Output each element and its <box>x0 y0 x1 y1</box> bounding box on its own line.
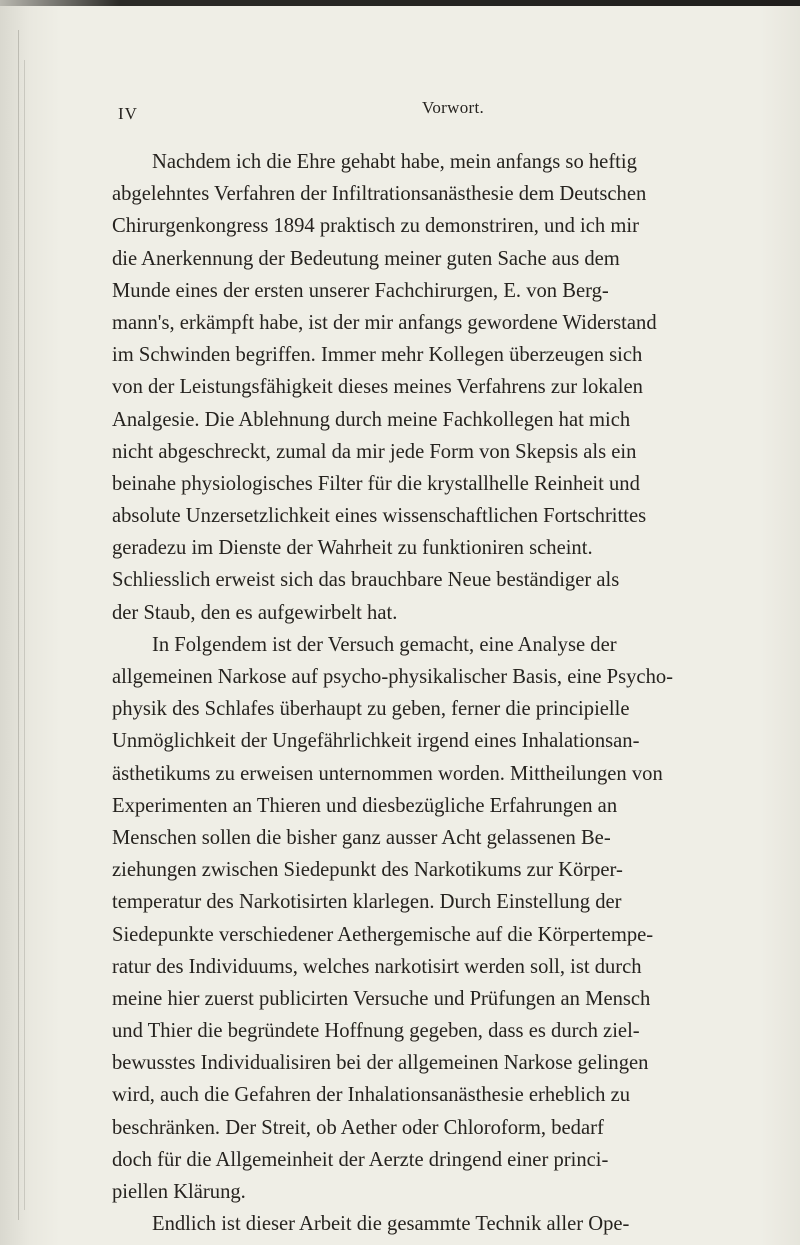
text-line: von der Leistungsfähigkeit dieses meines Verfahrens zur lokalen <box>112 376 643 399</box>
text-line: Munde eines der ersten unserer Fachchirurgen, E. von Berg- <box>112 279 609 302</box>
page-number: IV <box>118 104 138 123</box>
text-line: doch für die Allgemeinheit der Aerzte dringend einer princi- <box>112 1148 609 1171</box>
text-line: wird, auch die Gefahren der Inhalationsanästhesie erheblich zu <box>112 1084 631 1107</box>
text-line: beinahe physiologisches Filter für die krystallhelle Reinheit und <box>112 472 640 495</box>
text-line: Siedepunkte verschiedener Aethergemische auf die Körpertempe- <box>112 923 654 946</box>
text-line: ziehungen zwischen Siedepunkt des Narkotikums zur Körper- <box>112 859 623 882</box>
text-line: Experimenten an Thieren und diesbezügliche Erfahrungen an <box>112 794 618 817</box>
text-line: ratur des Individuums, welches narkotisirt werden soll, ist durch <box>112 955 642 978</box>
text-line: die Anerkennung der Bedeutung meiner guten Sache aus dem <box>112 247 620 270</box>
text-line: temperatur des Narkotisirten klarlegen. Durch Einstellung der <box>112 891 622 914</box>
text-line: der Staub, den es aufgewirbelt hat. <box>112 601 398 624</box>
running-head: Vorwort. <box>422 98 485 117</box>
text-line: allgemeinen Narkose auf psycho-physikalischer Basis, eine Psycho- <box>112 666 674 688</box>
page-gutter-shadow-inner <box>24 60 25 1210</box>
text-line: im Schwinden begriffen. Immer mehr Kollegen überzeugen sich <box>112 344 643 367</box>
text-line: nicht abgeschreckt, zumal da mir jede Form von Skepsis als ein <box>112 440 637 463</box>
text-line: meine hier zuerst publicirten Versuche und Prüfungen an Mensch <box>112 987 651 1010</box>
body-text <box>112 146 800 1240</box>
text-line: Unmöglichkeit der Ungefährlichkeit irgend eines Inhalationsan- <box>112 730 640 753</box>
text-line: und Thier die begründete Hoffnung gegeben, dass es durch ziel- <box>112 1020 640 1043</box>
text-line: absolute Unzersetzlichkeit eines wissenschaftlichen Fortschrittes <box>112 505 647 528</box>
text-line: abgelehntes Verfahren der Infiltrationsanästhesie dem Deutschen <box>112 183 647 206</box>
text-line: Schliesslich erweist sich das brauchbare Neue beständiger als <box>112 569 620 592</box>
text-line: Chirurgenkongress 1894 praktisch zu demonstriren, und ich mir <box>112 215 639 238</box>
text-line: Analgesie. Die Ablehnung durch meine Fachkollegen hat mich <box>112 408 631 431</box>
page-gutter-shadow <box>18 30 19 1220</box>
page-header <box>0 98 800 124</box>
text-line: In Folgendem ist der Versuch gemacht, eine Analyse der <box>152 633 617 656</box>
text-line: Endlich ist dieser Arbeit die gesammte Technik aller Ope- <box>152 1213 630 1236</box>
text-line: geradezu im Dienste der Wahrheit zu funktioniren scheint. <box>112 537 593 560</box>
text-line: physik des Schlafes überhaupt zu geben, ferner die principielle <box>112 698 630 721</box>
text-line: Menschen sollen die bisher ganz ausser Acht gelassenen Be- <box>112 826 611 849</box>
text-line: beschränken. Der Streit, ob Aether oder Chloroform, bedarf <box>112 1116 604 1139</box>
text-line: mann's, erkämpft habe, ist der mir anfangs gewordene Widerstand <box>112 311 657 334</box>
text-line: piellen Klärung. <box>112 1181 246 1203</box>
text-line: ästhetikums zu erweisen unternommen worden. Mittheilungen von <box>112 762 663 785</box>
text-line: Nachdem ich die Ehre gehabt habe, mein anfangs so heftig <box>152 151 637 173</box>
text-line: bewusstes Individualisiren bei der allgemeinen Narkose gelingen <box>112 1052 649 1075</box>
scan-top-edge <box>0 0 800 6</box>
